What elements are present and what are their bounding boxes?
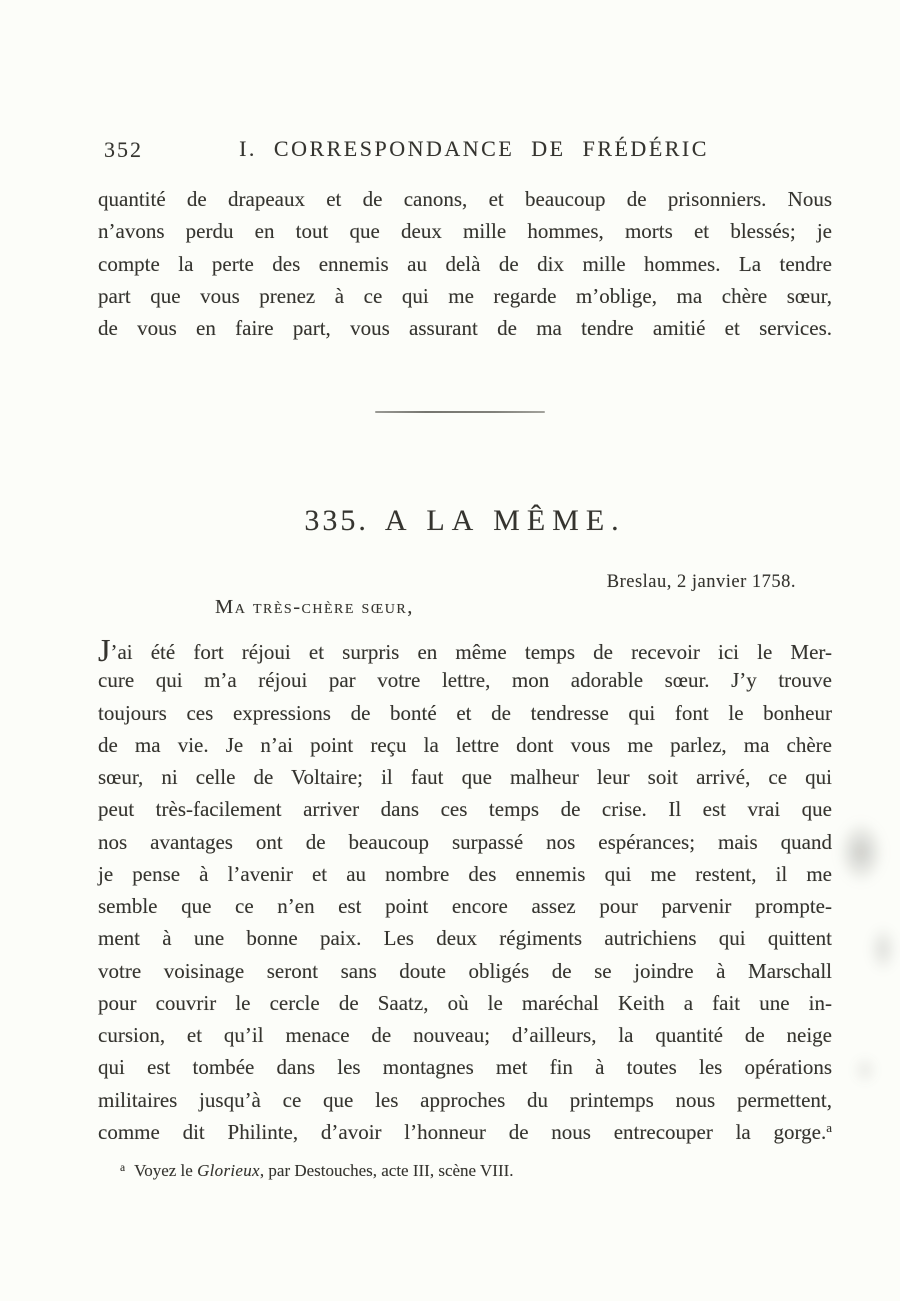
text-line-with-initial	[98, 632, 832, 668]
footnote-text-suffix: , par Destouches, acte III, scène VIII.	[259, 1161, 514, 1180]
running-title: I. CORRESPONDANCE DE FRÉDÉRIC	[239, 136, 709, 161]
footnote-text-prefix: Voyez le	[134, 1161, 198, 1180]
text-line: de ma vie. Je n’ai point reçu la lettre dont vous me parlez, ma chère	[98, 732, 832, 757]
text-line: peut très-facilement arriver dans ces temps de crise. Il est vrai que	[98, 797, 832, 822]
text-line: part que vous prenez à ce qui me regarde m’oblige, ma chère sœur,	[98, 283, 832, 308]
letter-body	[98, 632, 832, 1148]
first-line-text: ’ai été fort réjoui et surpris en même temps de recevoir ici le Mer-	[110, 640, 832, 664]
letter-number: 335.	[304, 504, 369, 537]
text-line: semble que ce n’en est point encore assez pour parvenir prompte-	[98, 894, 832, 918]
footnote-reference-marker: a	[826, 1119, 832, 1135]
section-divider-rule	[375, 411, 545, 413]
footnote	[120, 1161, 820, 1181]
footnote-marker: a	[120, 1162, 126, 1174]
footnote-work-title: Glorieux	[197, 1161, 260, 1180]
drop-cap-initial: J	[98, 632, 111, 668]
text-line: de vous en faire part, vous assurant de ma tendre amitié et services.	[98, 316, 832, 340]
dateline: Breslau, 2 janvier 1758.	[606, 572, 796, 592]
previous-letter-paragraph	[98, 183, 832, 344]
text-line: pour couvrir le cercle de Saatz, où le maréchal Keith a fait une in-	[98, 990, 832, 1015]
last-line-text: comme dit Philinte, d’avoir l’honneur de nous entrecouper la gorge.	[98, 1119, 827, 1144]
scan-smudge	[838, 820, 884, 884]
salutation: Ma très-chère sœur,	[215, 596, 414, 618]
text-line: ment à une bonne paix. Les deux régiments autrichiens qui quittent	[98, 926, 832, 951]
scan-smudge	[852, 1055, 878, 1085]
text-line: n’avons perdu en tout que deux mille hommes, morts et blessés; je	[98, 219, 832, 244]
text-line: sœur, ni celle de Voltaire; il faut que malheur leur soit arrivé, ce qui	[98, 765, 832, 789]
text-line: militaires jusqu’à ce que les approches du printemps nous permettent,	[98, 1087, 832, 1112]
letter-heading	[98, 504, 832, 538]
text-line: qui est tombée dans les montagnes met fin à toutes les opérations	[98, 1055, 832, 1080]
text-line: votre voisinage seront sans doute obligés de se joindre à Marschall	[98, 958, 832, 983]
text-line: cure qui m’a réjoui par votre lettre, mon adorable sœur. J’y trouve	[98, 668, 832, 693]
text-line: compte la perte des ennemis au delà de dix mille hommes. La tendre	[98, 251, 832, 276]
scan-smudge	[868, 925, 898, 973]
text-line: quantité de drapeaux et de canons, et beaucoup de prisonniers. Nous	[98, 187, 832, 211]
text-line: je pense à l’avenir et au nombre des ennemis qui me restent, il me	[98, 861, 832, 886]
text-line: cursion, et qu’il menace de nouveau; d’ailleurs, la quantité de neige	[98, 1023, 832, 1047]
text-line: toujours ces expressions de bonté et de tendresse qui font le bonheur	[98, 700, 832, 725]
letter-title: A LA MÊME.	[384, 504, 626, 537]
text-line-with-footnote	[98, 1116, 832, 1148]
page-number: 352	[104, 137, 143, 162]
text-line: nos avantages ont de beaucoup surpassé nos espérances; mais quand	[98, 829, 832, 854]
page-header	[98, 136, 832, 162]
